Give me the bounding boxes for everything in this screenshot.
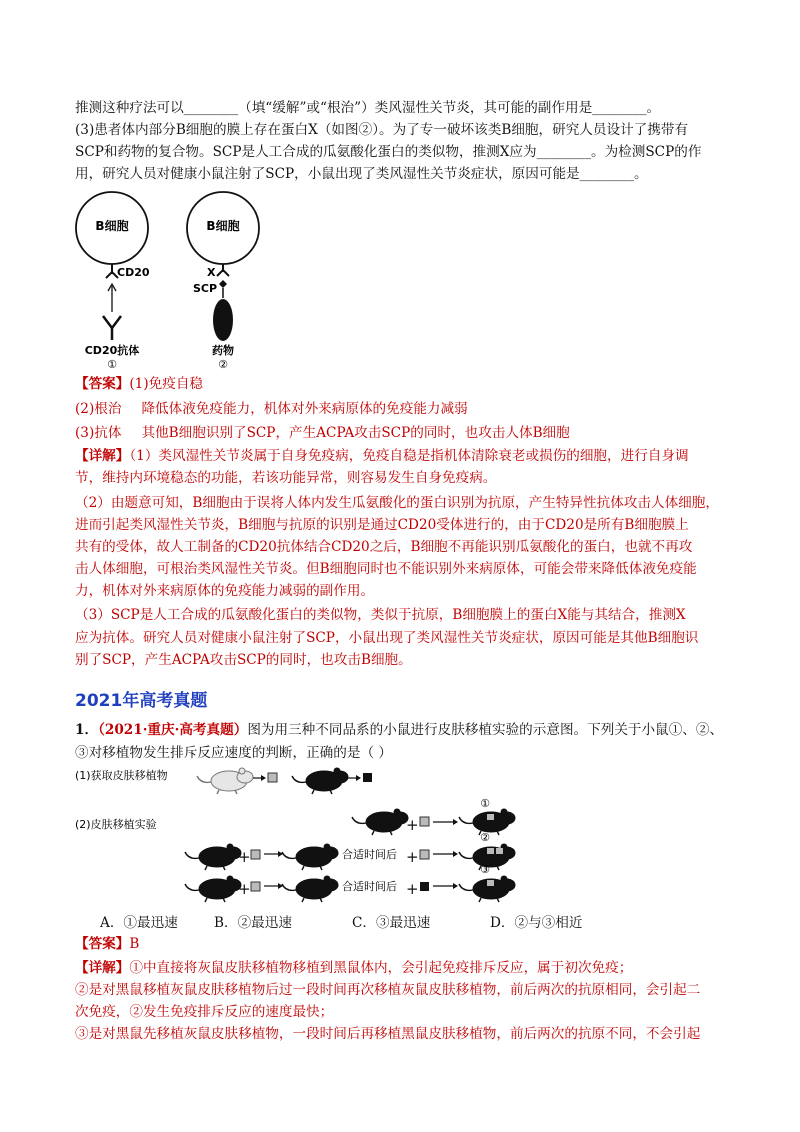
- answer-2-label: (2)根治: [75, 401, 122, 417]
- detail-text: （1）类风湿性关节炎属于自身免疫病，免疫自稳是指机体清除衰老或损伤的细胞，进行自身调: [129, 448, 689, 464]
- step1-label: (1)获取皮肤移植物: [75, 769, 168, 782]
- detail-line: 击人体细胞，可根治类风湿性关节炎。但B细胞同时也不能识别外来病原体，可能会带来降低体液免疫能: [75, 561, 697, 577]
- black-mouse-icon: [282, 844, 338, 870]
- answer-tag: 【答案】: [75, 936, 130, 952]
- question-1-line: [75, 720, 723, 740]
- gray-mouse-icon: [197, 768, 253, 794]
- grafted-mouse-icon: [459, 876, 515, 902]
- answer-3-text: 其他B细胞识别了SCP，产生ACPA攻击SCP的同时，也攻击人体B细胞: [141, 425, 570, 441]
- detail-line: 进而引起类风湿性关节炎，B细胞与抗原的识别是通过CD20受体进行的，由于CD20是所有B细胞膜上: [75, 517, 689, 533]
- cell1-label: B细胞: [95, 219, 129, 233]
- option-c[interactable]: C．③最迅速: [352, 915, 431, 931]
- arrow-right-icon: [253, 775, 266, 781]
- black-mouse-icon: [352, 809, 408, 835]
- question-source: （2021·重庆·高考真题）: [98, 722, 248, 738]
- detail-line: 次免疫，②发生免疫排斥反应的速度最快；: [75, 1004, 334, 1020]
- detail-line: ③是对黑鼠先移植灰鼠皮肤移植物，一段时间后再移植黑鼠皮肤移植物，前后两次的抗原不同，不会引起: [75, 1026, 701, 1042]
- detail-line: 节，维持内环境稳态的功能，若该功能异常，则容易发生自身免疫病。: [75, 470, 497, 486]
- black-mouse-icon: [185, 844, 241, 870]
- x-receptor-icon: [217, 264, 229, 276]
- cell2-label: B细胞: [206, 219, 240, 233]
- mouse-num-3: ③: [480, 863, 490, 876]
- detail-line: [75, 446, 689, 466]
- cd20-label: CD20: [117, 266, 150, 279]
- gray-graft-icon: [251, 882, 260, 891]
- question-number: 1．: [75, 722, 99, 738]
- arrow-right-icon: [264, 851, 283, 857]
- answer-3-label: (3)抗体: [75, 425, 122, 441]
- arrow-right-icon: [348, 775, 361, 781]
- option-b[interactable]: B．②最迅速: [214, 915, 292, 931]
- gray-graft-icon: [420, 817, 429, 826]
- arrow-right-icon: [433, 883, 458, 889]
- question-line: (3)患者体内部分B细胞的膜上存在蛋白X（如图②）。为了专一破坏该类B细胞，研究人员设计了携带有: [75, 122, 689, 138]
- gray-graft-icon: [251, 850, 260, 859]
- plus-sign: +: [406, 848, 419, 866]
- detail-line: ②是对黑鼠移植灰鼠皮肤移植物后过一段时间再次移植灰鼠皮肤移植物，前后两次的抗原相同，会引起二: [75, 982, 701, 998]
- answer-1: (1)免疫自稳: [129, 376, 204, 392]
- time-label: 合适时间后: [342, 848, 397, 861]
- question-line: 推测这种疗法可以________（填“缓解”或“根治”）类风湿性关节炎，其可能的副作用是________。: [75, 100, 661, 116]
- detail-line: 别了SCP，产生ACPA攻击SCP的同时，也攻击B细胞。: [75, 652, 412, 668]
- black-graft-icon: [363, 773, 372, 782]
- arrow-right-icon: [433, 819, 458, 825]
- detail-tag: 【详解】: [75, 960, 130, 976]
- arrow-up-icon: [108, 284, 116, 312]
- detail-tag: 【详解】: [75, 448, 130, 464]
- detail-line: 共有的受体，故人工制备的CD20抗体结合CD20之后，B细胞不再能识别瓜氨酸化的蛋白，也就不再攻: [75, 539, 693, 555]
- section-heading: 2021年高考真题: [75, 691, 208, 711]
- answer-line: [75, 423, 570, 443]
- plus-sign: +: [406, 816, 419, 834]
- detail-text: ①中直接将灰鼠皮肤移植物移植到黑鼠体内，会引起免疫排斥反应，属于初次免疫；: [129, 960, 633, 976]
- figure-num-1: ①: [107, 358, 117, 370]
- answer-line: [75, 399, 468, 419]
- question-1-line: ③对移植物发生排斥反应速度的判断，正确的是（ ）: [75, 745, 392, 761]
- option-a[interactable]: A．①最迅速: [100, 915, 178, 931]
- gray-graft-icon: [420, 850, 429, 859]
- question-line: 用，研究人员对健康小鼠注射了SCP，小鼠出现了类风湿性关节炎症状，原因可能是________。: [75, 166, 648, 182]
- black-mouse-icon: [292, 768, 348, 794]
- arrow-right-icon: [264, 883, 283, 889]
- gray-graft-icon: [268, 773, 277, 782]
- mouse-num-2: ②: [480, 831, 490, 844]
- scp-label: SCP: [193, 282, 218, 295]
- plus-sign: +: [238, 880, 251, 898]
- answer-line: [75, 374, 203, 394]
- x-label: X: [207, 266, 216, 279]
- cd20-antibody-icon: [103, 316, 121, 340]
- mouse-num-1: ①: [480, 797, 490, 810]
- answer-2-text: 降低体液免疫能力，机体对外来病原体的免疫能力减弱: [141, 401, 468, 417]
- black-mouse-icon: [185, 876, 241, 902]
- scp-icon: [219, 280, 227, 298]
- figure-num-2: ②: [218, 358, 228, 370]
- arrow-right-icon: [433, 851, 458, 857]
- detail-line: [75, 958, 632, 978]
- step2-label: (2)皮肤移植实验: [75, 818, 157, 831]
- answer-tag: 【答案】: [75, 376, 130, 392]
- answer-line: [75, 934, 139, 954]
- plus-sign: +: [406, 880, 419, 898]
- plus-sign: +: [238, 848, 251, 866]
- antibody-label: CD20抗体: [84, 344, 140, 357]
- option-d[interactable]: D．②与③相近: [490, 915, 583, 931]
- question-line: SCP和药物的复合物。SCP是人工合成的瓜氨酸化蛋白的类似物，推测X应为________。为检测SCP的作: [75, 144, 702, 160]
- black-graft-icon: [420, 882, 429, 891]
- drug-label: 药物: [212, 344, 234, 357]
- black-mouse-icon: [282, 876, 338, 902]
- detail-line: 力，机体对外来病原体的免疫能力减弱的副作用。: [75, 583, 375, 599]
- answer-value: B: [129, 936, 140, 952]
- detail-line: 应为抗体。研究人员对健康小鼠注射了SCP，小鼠出现了类风湿性关节炎症状，原因可能是其他B细胞识: [75, 630, 699, 646]
- detail-line: （2）由题意可知，B细胞由于误将人体内发生瓜氨酸化的蛋白识别为抗原，产生特异性抗体攻击人体细胞，: [75, 495, 719, 511]
- b-cell-figure: [75, 188, 265, 370]
- time-label: 合适时间后: [342, 880, 397, 893]
- drug-icon: [213, 299, 233, 341]
- question-text: 图为用三种不同品系的小鼠进行皮肤移植实验的示意图。下列关于小鼠①、②、: [247, 722, 724, 738]
- skin-graft-figure: [75, 762, 535, 910]
- detail-line: （3）SCP是人工合成的瓜氨酸化蛋白的类似物，类似于抗原，B细胞膜上的蛋白X能与其结合，推测X: [75, 607, 686, 623]
